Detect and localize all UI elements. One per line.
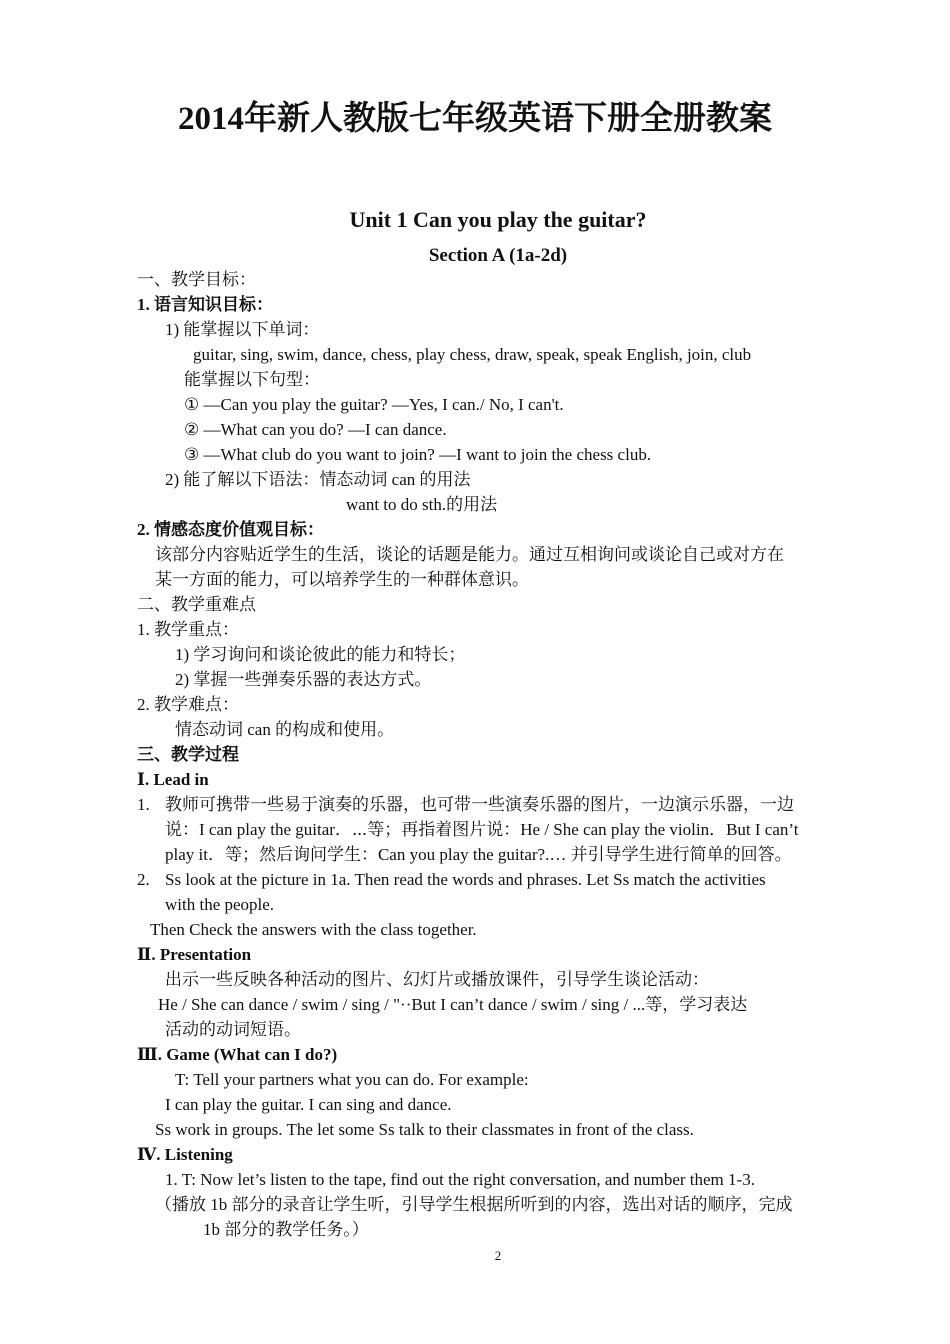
section-title: Section A (1a-2d) — [428, 245, 568, 266]
heading-key-difficult-points: 二、教学重难点 — [137, 595, 256, 614]
heading-teaching-process: 三、教学过程 — [137, 745, 239, 764]
text-line: ② —What can you do? —I can dance. — [184, 420, 447, 439]
text-line: 能掌握以下句型： — [184, 370, 320, 389]
text-line: I can play the guitar. I can sing and dance. — [165, 1095, 452, 1114]
text-line: 1) 学习询问和谈论彼此的能力和特长； — [175, 645, 466, 664]
heading-language-knowledge: 1. 语言知识目标： — [137, 295, 273, 314]
document-title: 2014年新人教版七年级英语下册全册教案 — [178, 101, 772, 137]
text-line: 教师可携带一些易于演奏的乐器，也可带一些演奏乐器的图片，一边演示乐器，一边 — [165, 795, 794, 814]
heading-presentation: Ⅱ. Presentation — [137, 945, 252, 964]
text-line: 2. 教学难点： — [137, 695, 239, 714]
text-line: guitar, sing, swim, dance, chess, play chess, draw, speak, speak English, join, club — [193, 345, 752, 364]
text-line: He / She can dance / swim / sing / "··But I can’t dance / swim / sing / ...等，学习表达 — [158, 995, 748, 1014]
text-line: 说：I can play the guitar．⋯等；再指着图片说：He / She can play the violin．But I can’t — [165, 820, 799, 839]
text-line: Then Check the answers with the class together. — [150, 920, 477, 939]
text-line: 出示一些反映各种活动的图片、幻灯片或播放课件，引导学生谈论活动： — [165, 970, 709, 989]
list-number: 2. — [137, 870, 150, 889]
text-line: with the people. — [165, 895, 275, 914]
text-line: T: Tell your partners what you can do. For example: — [175, 1070, 529, 1089]
text-line: 该部分内容贴近学生的生活，谈论的话题是能力。通过互相询问或谈论自己或对方在 — [155, 545, 784, 564]
text-line: 1. T: Now let’s listen to the tape, find out the right conversation, and number them 1-3. — [165, 1170, 755, 1189]
page-number: 2 — [494, 1248, 502, 1263]
heading-lead-in: Ⅰ. Lead in — [137, 770, 209, 789]
text-line: 2) 能了解以下语法：情态动词 can 的用法 — [165, 470, 471, 489]
text-line: play it．等；然后询问学生：Can you play the guitar?.… 并引导学生进行简单的回答。 — [165, 845, 792, 864]
text-line: Ss look at the picture in 1a. Then read the words and phrases. Let Ss match the activities — [165, 870, 766, 889]
heading-teaching-objectives: 一、教学目标： — [137, 270, 256, 289]
text-line: ③ —What club do you want to join? —I want to join the chess club. — [184, 445, 652, 464]
text-line: 某一方面的能力，可以培养学生的一种群体意识。 — [155, 570, 529, 589]
text-line: 活动的动词短语。 — [165, 1020, 301, 1039]
text-line: Ss work in groups. The let some Ss talk to their classmates in front of the class. — [155, 1120, 694, 1139]
text-line: 2) 掌握一些弹奏乐器的表达方式。 — [175, 670, 432, 689]
heading-game: Ⅲ. Game (What can I do?) — [137, 1045, 338, 1064]
text-line: （播放 1b 部分的录音让学生听，引导学生根据所听到的内容，选出对话的顺序，完成 — [155, 1195, 793, 1214]
text-line: 情态动词 can 的构成和使用。 — [175, 720, 395, 739]
text-line: want to do sth.的用法 — [346, 495, 498, 514]
text-line: 1) 能掌握以下单词： — [165, 320, 320, 339]
unit-title: Unit 1 Can you play the guitar? — [349, 207, 647, 232]
text-line: 1b 部分的教学任务。） — [203, 1220, 369, 1239]
text-line: ① —Can you play the guitar? —Yes, I can./ No, I can't. — [184, 395, 564, 414]
list-number: 1. — [137, 795, 150, 814]
heading-attitude-objectives: 2. 情感态度价值观目标： — [137, 520, 324, 539]
heading-listening: Ⅳ. Listening — [137, 1145, 233, 1164]
text-line: 1. 教学重点： — [137, 620, 239, 639]
